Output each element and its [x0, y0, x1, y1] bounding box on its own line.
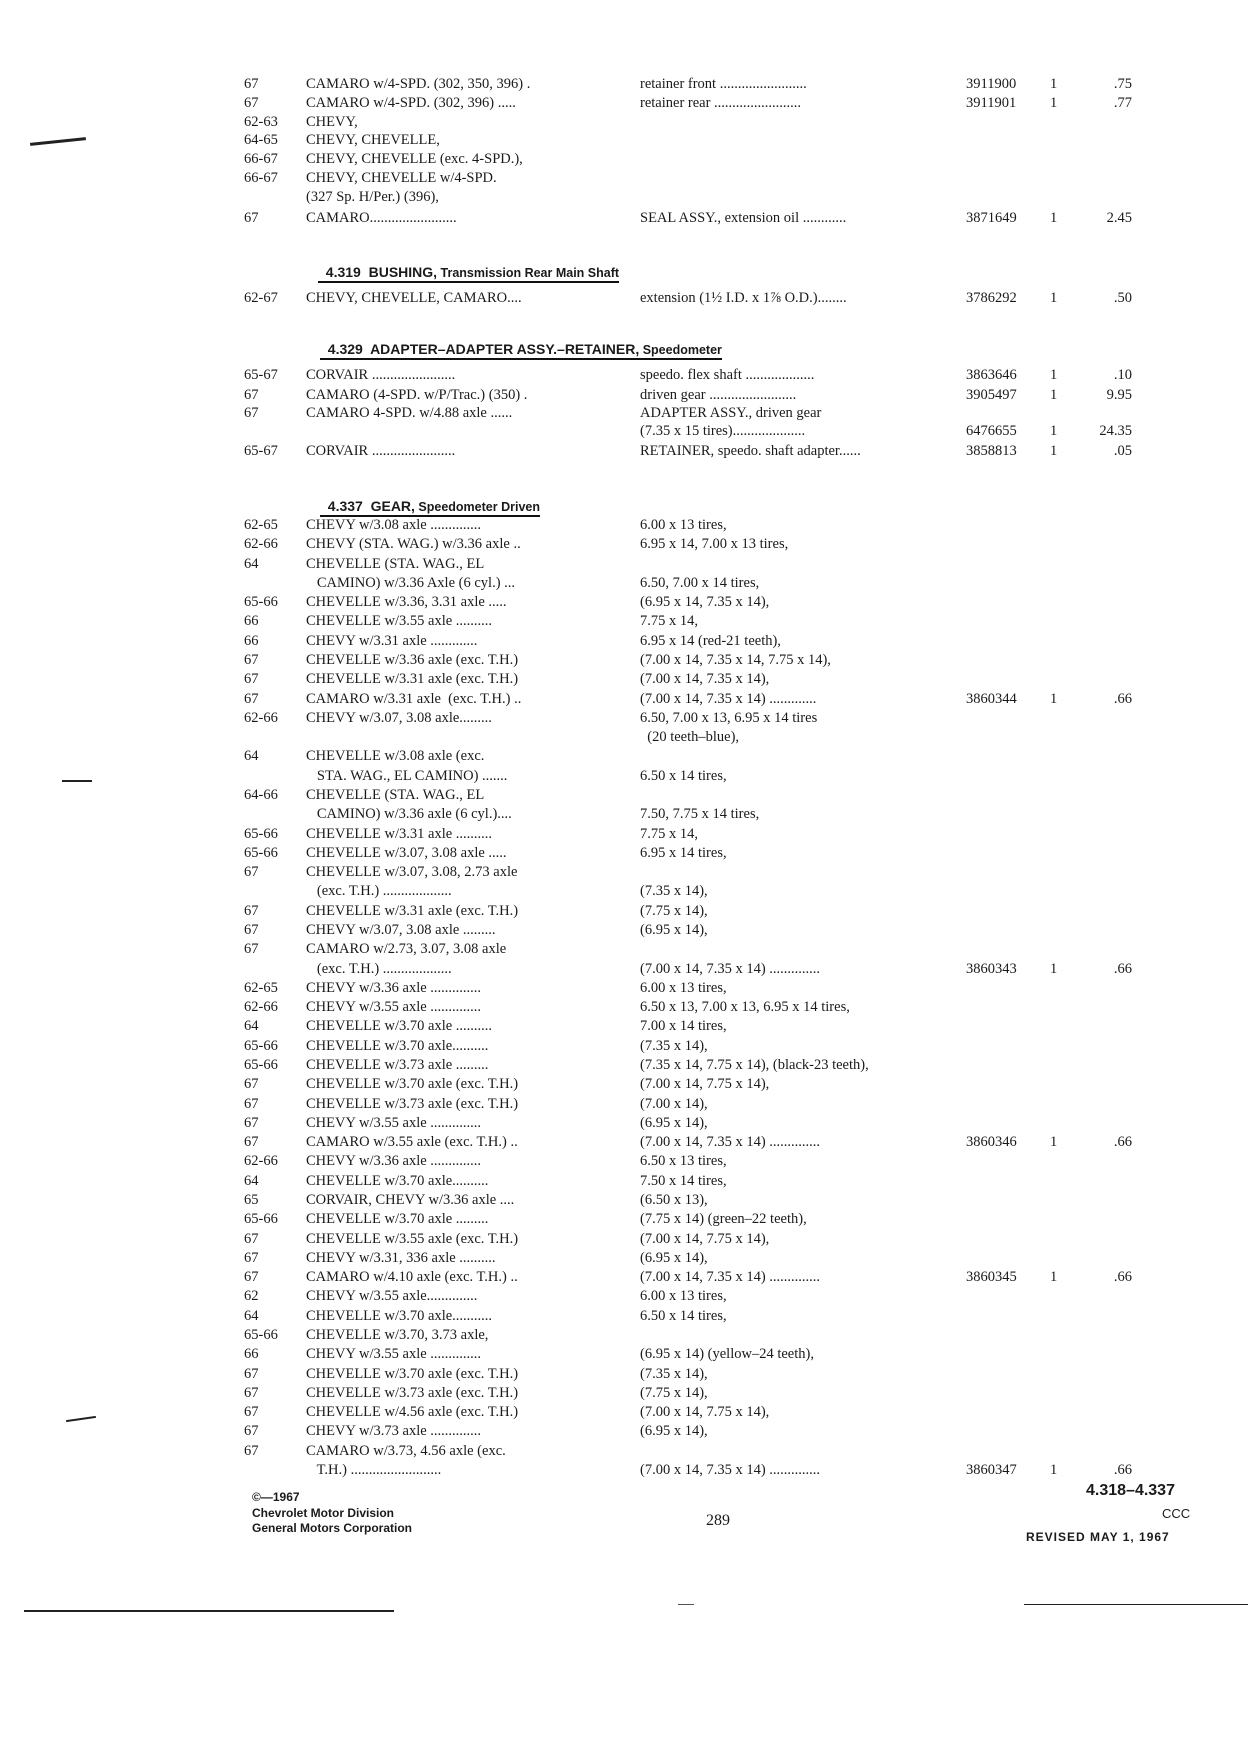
division-name: Chevrolet Motor Division — [252, 1506, 395, 1520]
model-name: CHEVELLE w/3.31 axle (exc. T.H.) — [306, 903, 519, 919]
model-year: 66-67 — [244, 170, 278, 186]
part-description: 7.50 x 14 tires, — [640, 1173, 727, 1189]
model-year: 65-67 — [244, 367, 278, 383]
part-row — [0, 881, 1248, 901]
model-year: 65-67 — [244, 443, 278, 459]
part-row — [0, 403, 1248, 423]
part-row — [0, 93, 1248, 113]
quantity: 1 — [1050, 76, 1058, 92]
model-name: CHEVELLE w/3.70, 3.73 axle, — [306, 1327, 489, 1343]
part-description: (7.75 x 14), — [640, 1385, 708, 1401]
model-year: 67 — [244, 1443, 259, 1459]
part-row — [0, 1132, 1248, 1152]
part-description: (7.00 x 14), — [640, 1096, 708, 1112]
model-name: CHEVELLE w/3.07, 3.08, 2.73 axle — [306, 864, 518, 880]
part-number: 3860345 — [966, 1269, 1017, 1285]
price: .66 — [1113, 1462, 1132, 1478]
model-name: CAMARO w/4.10 axle (exc. T.H.) .. — [306, 1269, 518, 1285]
part-row — [0, 1286, 1248, 1306]
part-description: 7.00 x 14 tires, — [640, 1018, 727, 1034]
part-number: 3858813 — [966, 443, 1017, 459]
part-description: 6.50 x 14 tires, — [640, 768, 727, 784]
part-row — [0, 804, 1248, 824]
part-description: driven gear ........................ — [640, 387, 797, 403]
model-name: CHEVELLE w/3.08 axle (exc. — [306, 748, 485, 764]
model-year: 64 — [244, 748, 259, 764]
part-row — [0, 843, 1248, 863]
price: .50 — [1113, 290, 1132, 306]
model-name: CHEVY (STA. WAG.) w/3.36 axle .. — [306, 536, 521, 552]
model-name: CAMINO) w/3.36 Axle (6 cyl.) ... — [306, 575, 516, 591]
part-description: 6.50 x 13, 7.00 x 13, 6.95 x 14 tires, — [640, 999, 850, 1015]
part-description: (7.00 x 14, 7.35 x 14) ............. — [640, 691, 817, 707]
part-row — [0, 1248, 1248, 1268]
part-row — [0, 727, 1248, 747]
part-description: (7.00 x 14, 7.35 x 14), — [640, 671, 770, 687]
part-description: 6.00 x 13 tires, — [640, 1288, 727, 1304]
model-name: CHEVY, CHEVELLE, CAMARO.... — [306, 290, 522, 306]
model-year: 67 — [244, 1423, 259, 1439]
part-description: (6.50 x 13), — [640, 1192, 708, 1208]
part-description: (7.00 x 14, 7.35 x 14) .............. — [640, 961, 821, 977]
model-year: 67 — [244, 1096, 259, 1112]
model-year: 67 — [244, 210, 259, 226]
model-name: CHEVELLE w/3.31 axle .......... — [306, 826, 493, 842]
part-row — [0, 689, 1248, 709]
model-name: CHEVELLE w/3.70 axle.......... — [306, 1173, 489, 1189]
part-description: (7.00 x 14, 7.35 x 14) .............. — [640, 1134, 821, 1150]
part-row — [0, 1460, 1248, 1480]
part-description: (7.35 x 14), — [640, 883, 708, 899]
model-year: 62-66 — [244, 710, 278, 726]
part-description: retainer rear ........................ — [640, 95, 802, 111]
model-year: 67 — [244, 405, 259, 421]
part-description: (6.95 x 14), — [640, 1250, 708, 1266]
part-row — [0, 1421, 1248, 1441]
model-name: STA. WAG., EL CAMINO) ....... — [306, 768, 508, 784]
part-row — [0, 1151, 1248, 1171]
part-description: speedo. flex shaft ................... — [640, 367, 815, 383]
model-year: 64-65 — [244, 132, 278, 148]
model-year: 67 — [244, 671, 259, 687]
model-year: 67 — [244, 1115, 259, 1131]
model-name: CAMARO 4-SPD. w/4.88 axle ...... — [306, 405, 513, 421]
model-name: CAMINO) w/3.36 axle (6 cyl.).... — [306, 806, 512, 822]
part-number: 3860347 — [966, 1462, 1017, 1478]
catalog-code: CCC — [1162, 1506, 1191, 1521]
model-year: 65-66 — [244, 1327, 278, 1343]
part-row — [0, 1344, 1248, 1364]
model-year: 67 — [244, 76, 259, 92]
corporation-name: General Motors Corporation — [252, 1521, 413, 1535]
model-year: 67 — [244, 903, 259, 919]
model-year: 65-66 — [244, 845, 278, 861]
quantity: 1 — [1050, 423, 1058, 439]
model-year: 66 — [244, 633, 259, 649]
part-description: (7.35 x 15 tires).................... — [640, 423, 806, 439]
part-description: (7.00 x 14, 7.35 x 14, 7.75 x 14), — [640, 652, 831, 668]
part-description: (7.00 x 14, 7.35 x 14) .............. — [640, 1269, 821, 1285]
part-row — [0, 978, 1248, 998]
part-description: (6.95 x 14) (yellow–24 teeth), — [640, 1346, 814, 1362]
part-row — [0, 208, 1248, 228]
part-row — [0, 1306, 1248, 1326]
part-row — [0, 1190, 1248, 1210]
part-row — [0, 168, 1248, 188]
section-heading-bushing — [318, 248, 619, 283]
model-year: 67 — [244, 1366, 259, 1382]
model-year: 67 — [244, 652, 259, 668]
quantity: 1 — [1050, 387, 1058, 403]
model-name: CHEVELLE w/3.70 axle (exc. T.H.) — [306, 1366, 519, 1382]
quantity: 1 — [1050, 95, 1058, 111]
part-description: 6.95 x 14 (red-21 teeth), — [640, 633, 781, 649]
model-name: CHEVY w/3.36 axle .............. — [306, 980, 482, 996]
model-name: CHEVY, CHEVELLE, — [306, 132, 440, 148]
model-name: CORVAIR, CHEVY w/3.36 axle .... — [306, 1192, 515, 1208]
part-description: (7.75 x 14), — [640, 903, 708, 919]
part-description: (7.00 x 14, 7.35 x 14) .............. — [640, 1462, 821, 1478]
quantity: 1 — [1050, 290, 1058, 306]
bottom-rule-right — [1024, 1604, 1248, 1605]
model-name: CHEVELLE w/3.70 axle (exc. T.H.) — [306, 1076, 519, 1092]
model-name: (exc. T.H.) ................... — [306, 961, 452, 977]
part-number: 3860343 — [966, 961, 1017, 977]
model-name: CHEVY, CHEVELLE (exc. 4-SPD.), — [306, 151, 523, 167]
part-row — [0, 1016, 1248, 1036]
part-row — [0, 1113, 1248, 1133]
part-row — [0, 149, 1248, 169]
price: 9.95 — [1106, 387, 1132, 403]
part-row — [0, 959, 1248, 979]
part-row — [0, 611, 1248, 631]
model-name: CHEVY w/3.08 axle .............. — [306, 517, 482, 533]
price: .66 — [1113, 691, 1132, 707]
part-description: (6.95 x 14, 7.35 x 14), — [640, 594, 770, 610]
model-year: 64 — [244, 1018, 259, 1034]
price: .66 — [1113, 1134, 1132, 1150]
part-row — [0, 631, 1248, 651]
model-year: 67 — [244, 95, 259, 111]
model-year: 67 — [244, 1385, 259, 1401]
model-name: CHEVELLE w/3.73 axle (exc. T.H.) — [306, 1385, 519, 1401]
part-description: 7.75 x 14, — [640, 826, 698, 842]
part-description: (6.95 x 14), — [640, 1115, 708, 1131]
part-row — [0, 766, 1248, 786]
part-row — [0, 421, 1248, 441]
part-row — [0, 650, 1248, 670]
part-number: 3860346 — [966, 1134, 1017, 1150]
part-row — [0, 1171, 1248, 1191]
model-name: CHEVELLE w/3.73 axle (exc. T.H.) — [306, 1096, 519, 1112]
model-name: CHEVELLE w/3.07, 3.08 axle ..... — [306, 845, 507, 861]
model-name: CAMARO w/3.31 axle (exc. T.H.) .. — [306, 691, 522, 707]
part-row — [0, 1074, 1248, 1094]
revision-date: REVISED MAY 1, 1967 — [1026, 1530, 1170, 1544]
part-row — [0, 130, 1248, 150]
part-row — [0, 187, 1248, 207]
model-year: 67 — [244, 1269, 259, 1285]
model-year: 66 — [244, 613, 259, 629]
part-row — [0, 901, 1248, 921]
quantity: 1 — [1050, 691, 1058, 707]
model-name: CHEVELLE w/3.70 axle .......... — [306, 1018, 493, 1034]
part-description: 6.50, 7.00 x 14 tires, — [640, 575, 760, 591]
part-number: 3905497 — [966, 387, 1017, 403]
part-number: 3871649 — [966, 210, 1017, 226]
part-number: 3863646 — [966, 367, 1017, 383]
part-row — [0, 1094, 1248, 1114]
part-row — [0, 1267, 1248, 1287]
section-title: 4.337 GEAR, — [327, 498, 415, 514]
part-row — [0, 592, 1248, 612]
part-row — [0, 669, 1248, 689]
part-description: (7.75 x 14) (green–22 teeth), — [640, 1211, 807, 1227]
part-description: (6.95 x 14), — [640, 1423, 708, 1439]
model-year: 62-63 — [244, 114, 278, 130]
part-number: 3860344 — [966, 691, 1017, 707]
part-row — [0, 746, 1248, 766]
part-description: 6.95 x 14 tires, — [640, 845, 727, 861]
part-description: (7.35 x 14), — [640, 1038, 708, 1054]
part-description: ADAPTER ASSY., driven gear — [640, 405, 822, 421]
page-number: 289 — [706, 1512, 730, 1529]
copyright: ©—1967 — [252, 1490, 300, 1504]
part-description: 6.50, 7.00 x 13, 6.95 x 14 tires — [640, 710, 818, 726]
price: .05 — [1113, 443, 1132, 459]
model-year: 65-66 — [244, 1057, 278, 1073]
model-year: 62-66 — [244, 999, 278, 1015]
model-year: 67 — [244, 691, 259, 707]
part-row — [0, 534, 1248, 554]
model-year: 62-66 — [244, 1153, 278, 1169]
part-row — [0, 785, 1248, 805]
model-name: CHEVY w/3.73 axle .............. — [306, 1423, 482, 1439]
model-year: 67 — [244, 941, 259, 957]
model-year: 65 — [244, 1192, 259, 1208]
part-description: (7.00 x 14, 7.75 x 14), — [640, 1231, 770, 1247]
model-year: 64 — [244, 1308, 259, 1324]
price: .66 — [1113, 961, 1132, 977]
part-row — [0, 1364, 1248, 1384]
model-name: (327 Sp. H/Per.) (396), — [306, 189, 439, 205]
part-description: (20 teeth–blue), — [640, 729, 740, 745]
model-year: 67 — [244, 922, 259, 938]
model-name: CAMARO w/2.73, 3.07, 3.08 axle — [306, 941, 507, 957]
part-row — [0, 74, 1248, 94]
model-name: CHEVY w/3.31, 336 axle .......... — [306, 1250, 496, 1266]
price: .10 — [1113, 367, 1132, 383]
margin-mark — [62, 780, 92, 782]
part-row — [0, 1383, 1248, 1403]
quantity: 1 — [1050, 1134, 1058, 1150]
model-year: 65-66 — [244, 826, 278, 842]
part-description: SEAL ASSY., extension oil ............ — [640, 210, 847, 226]
model-year: 65-66 — [244, 1038, 278, 1054]
part-number: 3786292 — [966, 290, 1017, 306]
quantity: 1 — [1050, 443, 1058, 459]
quantity: 1 — [1050, 1269, 1058, 1285]
model-year: 67 — [244, 864, 259, 880]
model-name: CAMARO w/4-SPD. (302, 396) ..... — [306, 95, 516, 111]
group-range: 4.318–4.337 — [1086, 1482, 1175, 1499]
part-row — [0, 441, 1248, 461]
part-row — [0, 288, 1248, 308]
price: .77 — [1113, 95, 1132, 111]
model-name: CHEVELLE w/3.70 axle ......... — [306, 1211, 489, 1227]
part-row — [0, 1209, 1248, 1229]
model-year: 62-65 — [244, 980, 278, 996]
model-year: 65-66 — [244, 1211, 278, 1227]
model-name: CHEVELLE (STA. WAG., EL — [306, 787, 485, 803]
part-number: 3911901 — [966, 95, 1017, 111]
model-name: CORVAIR ....................... — [306, 367, 456, 383]
model-name: CHEVY w/3.55 axle .............. — [306, 999, 482, 1015]
part-description: RETAINER, speedo. shaft adapter...... — [640, 443, 861, 459]
part-description: (7.00 x 14, 7.75 x 14), — [640, 1404, 770, 1420]
model-name: CHEVELLE w/3.70 axle.......... — [306, 1038, 489, 1054]
part-description: 6.00 x 13 tires, — [640, 517, 727, 533]
price: 24.35 — [1099, 423, 1132, 439]
part-row — [0, 939, 1248, 959]
model-name: CAMARO........................ — [306, 210, 457, 226]
part-row — [0, 112, 1248, 132]
model-year: 66 — [244, 1346, 259, 1362]
model-name: (exc. T.H.) ................... — [306, 883, 452, 899]
section-title: 4.329 ADAPTER–ADAPTER ASSY.–RETAINER, — [327, 341, 640, 357]
part-description: (7.35 x 14), — [640, 1366, 708, 1382]
model-name: CHEVELLE w/3.55 axle (exc. T.H.) — [306, 1231, 519, 1247]
model-year: 62-66 — [244, 536, 278, 552]
model-name: CHEVELLE w/3.36, 3.31 axle ..... — [306, 594, 507, 610]
part-row — [0, 1229, 1248, 1249]
part-row — [0, 824, 1248, 844]
part-row — [0, 708, 1248, 728]
part-row — [0, 1402, 1248, 1422]
part-description: 7.50, 7.75 x 14 tires, — [640, 806, 760, 822]
part-description: 6.50 x 14 tires, — [640, 1308, 727, 1324]
part-description: (6.95 x 14), — [640, 922, 708, 938]
model-name: CHEVELLE w/3.31 axle (exc. T.H.) — [306, 671, 519, 687]
model-name: CAMARO w/3.55 axle (exc. T.H.) .. — [306, 1134, 518, 1150]
part-description: (7.35 x 14, 7.75 x 14), (black-23 teeth), — [640, 1057, 869, 1073]
price: .75 — [1113, 76, 1132, 92]
model-year: 64 — [244, 556, 259, 572]
part-row — [0, 1441, 1248, 1461]
quantity: 1 — [1050, 210, 1058, 226]
section-subtitle: Transmission Rear Main Shaft — [437, 266, 620, 280]
model-year: 62-65 — [244, 517, 278, 533]
part-row — [0, 1055, 1248, 1075]
part-row — [0, 385, 1248, 405]
part-row — [0, 997, 1248, 1017]
price: 2.45 — [1106, 210, 1132, 226]
part-row — [0, 554, 1248, 574]
quantity: 1 — [1050, 367, 1058, 383]
section-heading-adapter — [320, 325, 722, 360]
model-name: CHEVY, — [306, 114, 358, 130]
part-description: 7.75 x 14, — [640, 613, 698, 629]
bottom-rule-center — [678, 1604, 694, 1605]
quantity: 1 — [1050, 961, 1058, 977]
model-year: 65-66 — [244, 594, 278, 610]
part-description: (7.00 x 14, 7.75 x 14), — [640, 1076, 770, 1092]
model-year: 67 — [244, 1404, 259, 1420]
model-name: CAMARO (4-SPD. w/P/Trac.) (350) . — [306, 387, 528, 403]
part-description: 6.50 x 13 tires, — [640, 1153, 727, 1169]
model-year: 62 — [244, 1288, 259, 1304]
model-year: 67 — [244, 1076, 259, 1092]
price: .66 — [1113, 1269, 1132, 1285]
model-name: CHEVY w/3.31 axle ............. — [306, 633, 478, 649]
part-row — [0, 515, 1248, 535]
part-row — [0, 862, 1248, 882]
model-year: 67 — [244, 387, 259, 403]
part-description: 6.95 x 14, 7.00 x 13 tires, — [640, 536, 789, 552]
bottom-rule-left — [24, 1610, 394, 1612]
part-number: 6476655 — [966, 423, 1017, 439]
part-description: retainer front ........................ — [640, 76, 807, 92]
model-name: CHEVY w/3.55 axle .............. — [306, 1346, 482, 1362]
part-row — [0, 1325, 1248, 1345]
model-name: CHEVY w/3.07, 3.08 axle......... — [306, 710, 492, 726]
model-year: 66-67 — [244, 151, 278, 167]
model-name: CAMARO w/3.73, 4.56 axle (exc. — [306, 1443, 506, 1459]
model-name: CHEVELLE w/3.70 axle........... — [306, 1308, 493, 1324]
model-name: CORVAIR ....................... — [306, 443, 456, 459]
model-year: 67 — [244, 1134, 259, 1150]
model-year: 67 — [244, 1250, 259, 1266]
quantity: 1 — [1050, 1462, 1058, 1478]
model-name: CHEVELLE w/3.55 axle .......... — [306, 613, 493, 629]
part-row — [0, 365, 1248, 385]
model-name: CHEVELLE w/4.56 axle (exc. T.H.) — [306, 1404, 519, 1420]
section-heading-gear — [320, 482, 540, 517]
part-row — [0, 920, 1248, 940]
model-name: CHEVY w/3.36 axle .............. — [306, 1153, 482, 1169]
part-row — [0, 573, 1248, 593]
model-name: T.H.) ......................... — [306, 1462, 442, 1478]
model-name: CHEVY w/3.55 axle .............. — [306, 1115, 482, 1131]
model-year: 62-67 — [244, 290, 278, 306]
model-name: CHEVY w/3.55 axle.............. — [306, 1288, 478, 1304]
part-row — [0, 1036, 1248, 1056]
model-year: 64-66 — [244, 787, 278, 803]
section-title: 4.319 BUSHING, — [325, 264, 438, 280]
part-description: 6.00 x 13 tires, — [640, 980, 727, 996]
model-name: CHEVY, CHEVELLE w/4-SPD. — [306, 170, 497, 186]
model-name: CHEVELLE w/3.73 axle ......... — [306, 1057, 489, 1073]
part-description: extension (1½ I.D. x 1⅞ O.D.)........ — [640, 290, 847, 306]
model-name: CAMARO w/4-SPD. (302, 350, 396) . — [306, 76, 531, 92]
section-subtitle: Speedometer Driven — [414, 500, 540, 514]
model-name: CHEVY w/3.07, 3.08 axle ......... — [306, 922, 496, 938]
part-number: 3911900 — [966, 76, 1017, 92]
model-name: CHEVELLE (STA. WAG., EL — [306, 556, 485, 572]
section-subtitle: Speedometer — [639, 343, 722, 357]
model-year: 64 — [244, 1173, 259, 1189]
model-name: CHEVELLE w/3.36 axle (exc. T.H.) — [306, 652, 519, 668]
model-year: 67 — [244, 1231, 259, 1247]
